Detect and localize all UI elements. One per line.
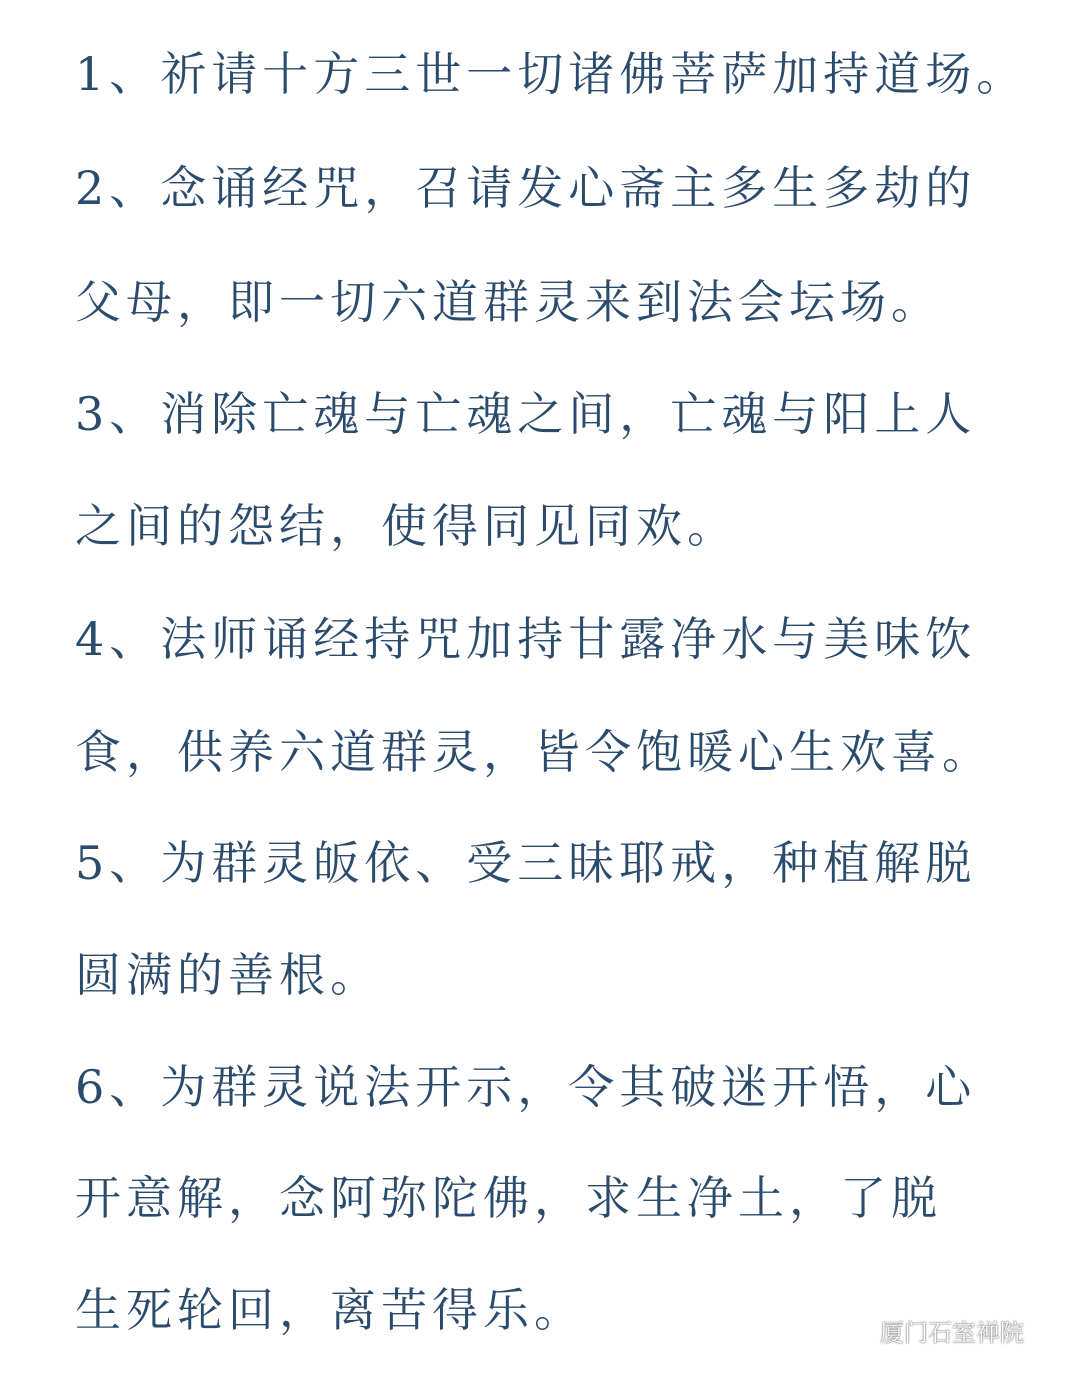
item-3-line-2: 之间的怨结，使得同见同欢。 — [75, 499, 738, 553]
item-4-line-1: 4、法师诵经持咒加持甘露净水与美味饮 — [75, 612, 977, 666]
item-6-line-1: 6、为群灵说法开示，令其破迷开悟，心 — [75, 1060, 977, 1114]
item-6-line-2: 开意解，念阿弥陀佛，求生净土，了脱 — [75, 1171, 942, 1225]
item-4-line-2: 食，供养六道群灵，皆令饱暖心生欢喜。 — [75, 725, 993, 779]
item-5-line-1: 5、为群灵皈依、受三昧耶戒，种植解脱 — [75, 836, 977, 890]
watermark-text: 厦门石室禅院 — [880, 1318, 1024, 1347]
watermark — [832, 1310, 1024, 1350]
item-5-line-2: 圆满的善根。 — [75, 948, 381, 1002]
item-6-line-3: 生死轮回，离苦得乐。 — [75, 1283, 585, 1337]
wechat-icon — [832, 1313, 872, 1347]
item-2-line-1: 2、念诵经咒，召请发心斋主多生多劫的 — [75, 161, 977, 215]
item-2-line-2: 父母，即一切六道群灵来到法会坛场。 — [75, 275, 942, 329]
item-3-line-1: 3、消除亡魂与亡魂之间，亡魂与阳上人 — [75, 387, 977, 441]
item-1-line-1: 1、祈请十方三世一切诸佛菩萨加持道场。 — [75, 47, 1028, 101]
